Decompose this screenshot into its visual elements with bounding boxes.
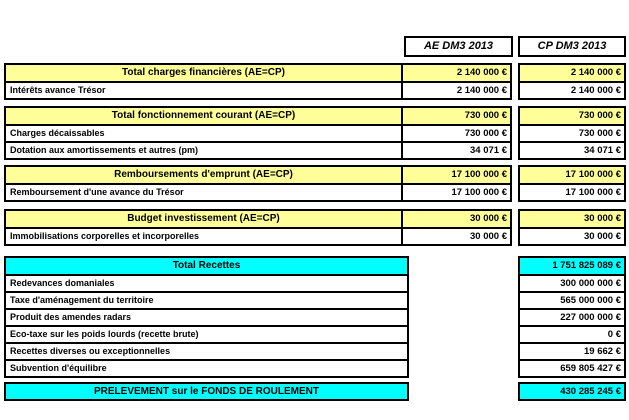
recettes-header-label: Total Recettes [172, 260, 241, 271]
cp-value-cell: 0 € [520, 325, 624, 342]
ae-value-cell: 2 140 000 € [401, 83, 510, 98]
expenses-table [4, 63, 512, 100]
section-header-row [6, 108, 510, 124]
row-label: Taxe d'aménagement du territoire [10, 295, 154, 305]
row-label: Recettes diverses ou exceptionnelles [10, 346, 171, 356]
ae-value-cell: 30 000 € [401, 211, 510, 227]
section-header-row [6, 167, 510, 183]
cp-value-cell: 2 140 000 € [520, 65, 624, 81]
row-label: Charges décaissables [10, 128, 105, 138]
section-header-label: Remboursements d'emprunt (AE=CP) [114, 169, 293, 180]
ae-value-cell: 34 071 € [401, 143, 510, 158]
section-header-label: Budget investissement (AE=CP) [127, 213, 280, 224]
column-header-cp: CP DM3 2013 [518, 36, 626, 57]
table-row [6, 325, 407, 342]
cp-value-cell: 227 000 000 € [520, 308, 624, 325]
cp-column [518, 209, 626, 246]
prelevement-label-bar: PRELEVEMENT sur le FONDS DE ROULEMENT [4, 382, 409, 401]
table-row [6, 124, 510, 141]
table-row [6, 291, 407, 308]
section-header-label: Total charges financières (AE=CP) [122, 67, 285, 78]
cp-value-cell: 730 000 € [520, 108, 624, 124]
cp-value-cell: 300 000 000 € [520, 274, 624, 291]
ae-value-cell: 2 140 000 € [401, 65, 510, 81]
cp-value-cell: 19 662 € [520, 342, 624, 359]
cp-column [518, 106, 626, 160]
recettes-table [4, 256, 409, 378]
row-label: Redevances domaniales [10, 278, 115, 288]
table-row [6, 342, 407, 359]
cp-value-cell: 2 140 000 € [520, 81, 624, 98]
ae-value-cell: 17 100 000 € [401, 185, 510, 200]
row-label: Immobilisations corporelles et incorporelles [10, 231, 200, 241]
table-row [6, 81, 510, 98]
table-row [6, 227, 510, 244]
cp-column [518, 256, 626, 378]
row-label: Remboursement d'une avance du Trésor [10, 187, 184, 197]
cp-value-cell: 730 000 € [520, 124, 624, 141]
table-row [6, 308, 407, 325]
cp-value-cell: 17 100 000 € [520, 167, 624, 183]
cp-value-cell: 30 000 € [520, 227, 624, 244]
cp-value-cell: 30 000 € [520, 211, 624, 227]
expenses-table [4, 106, 512, 160]
column-header-ae: AE DM3 2013 [404, 36, 513, 57]
cp-value-cell: 565 000 000 € [520, 291, 624, 308]
expenses-table [4, 165, 512, 202]
row-label: Produit des amendes radars [10, 312, 132, 322]
cp-value-cell: 659 805 427 € [520, 359, 624, 376]
cp-value-cell: 17 100 000 € [520, 183, 624, 200]
cp-column [518, 165, 626, 202]
row-label: Eco-taxe sur les poids lourds (recette brute) [10, 329, 199, 339]
row-label: Subvention d'équilibre [10, 363, 107, 373]
row-label: Dotation aux amortissements et autres (pm) [10, 145, 199, 155]
recettes-header-row [6, 258, 407, 274]
table-row [6, 359, 407, 376]
ae-value-cell: 30 000 € [401, 229, 510, 244]
ae-value-cell: 17 100 000 € [401, 167, 510, 183]
table-row [6, 274, 407, 291]
section-header-row [6, 211, 510, 227]
expenses-table [4, 209, 512, 246]
ae-value-cell: 730 000 € [401, 108, 510, 124]
ae-value-cell: 730 000 € [401, 126, 510, 141]
row-label: Intérêts avance Trésor [10, 85, 106, 95]
section-header-label: Total fonctionnement courant (AE=CP) [111, 110, 296, 121]
table-row [6, 183, 510, 200]
cp-column [518, 63, 626, 100]
cp-value-cell: 34 071 € [520, 141, 624, 158]
prelevement-cp-value: 430 285 245 € [518, 382, 626, 401]
table-row [6, 141, 510, 158]
section-header-row [6, 65, 510, 81]
cp-value-cell: 1 751 825 089 € [520, 258, 624, 274]
